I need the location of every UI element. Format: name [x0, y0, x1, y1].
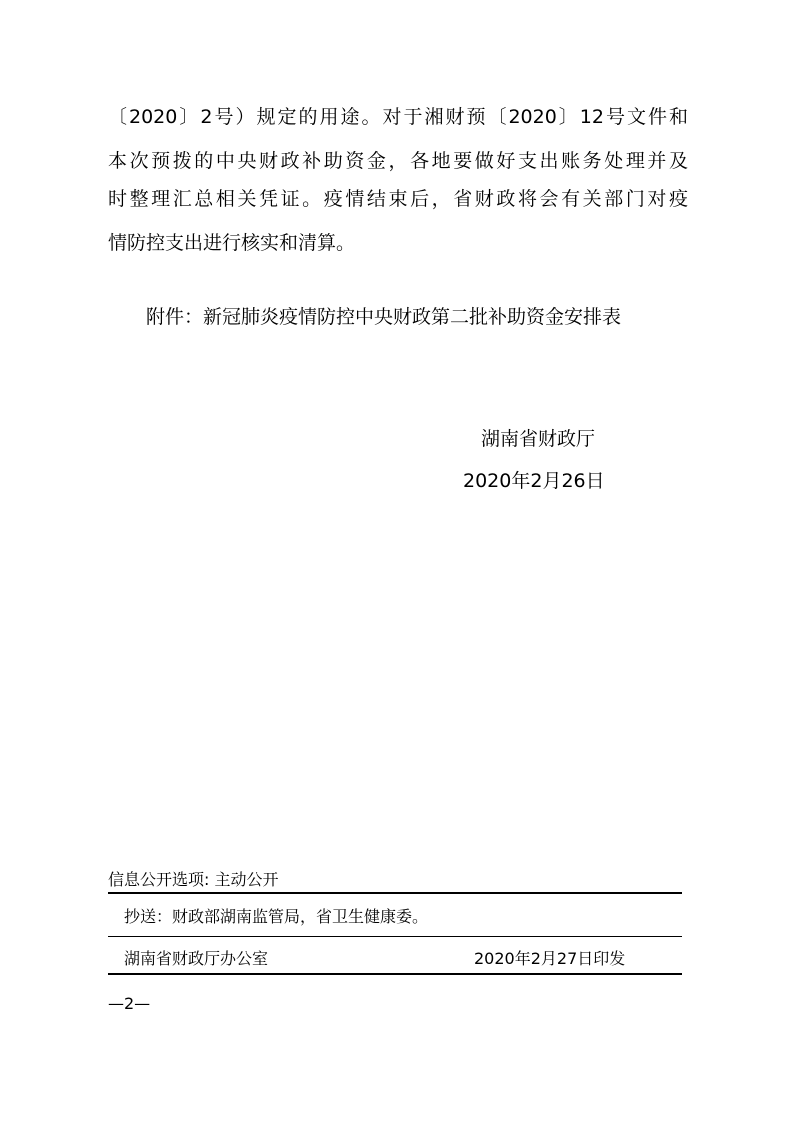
signature-date: 2020年2月26日 [463, 470, 605, 492]
footer-rule-top [108, 892, 682, 894]
attachment-line: 附件：新冠肺炎疫情防控中央财政第二批补助资金安排表 [146, 306, 622, 328]
body-line: 〔2020〕2号）规定的用途。对于湘财预〔2020〕12号文件和 [108, 106, 688, 128]
issuer-name: 湖南省财政厅办公室 [124, 949, 269, 968]
body-line: 时整理汇总相关凭证。疫情结束后，省财政将会有关部门对疫 [108, 188, 688, 210]
body-line: 本次预拨的中央财政补助资金，各地要做好支出账务处理并及 [108, 150, 688, 172]
footer-rule-bottom [108, 973, 682, 975]
disclosure-option: 信息公开选项: 主动公开 [108, 870, 279, 889]
footer-rule-middle [108, 936, 682, 937]
body-line: 情防控支出进行核实和清算。 [108, 232, 356, 254]
page-number: —2— [108, 994, 151, 1013]
issue-date: 2020年2月27日印发 [474, 949, 626, 968]
signature-org: 湖南省财政厅 [481, 428, 596, 450]
cc-line: 抄送：财政部湖南监管局，省卫生健康委。 [124, 907, 429, 926]
